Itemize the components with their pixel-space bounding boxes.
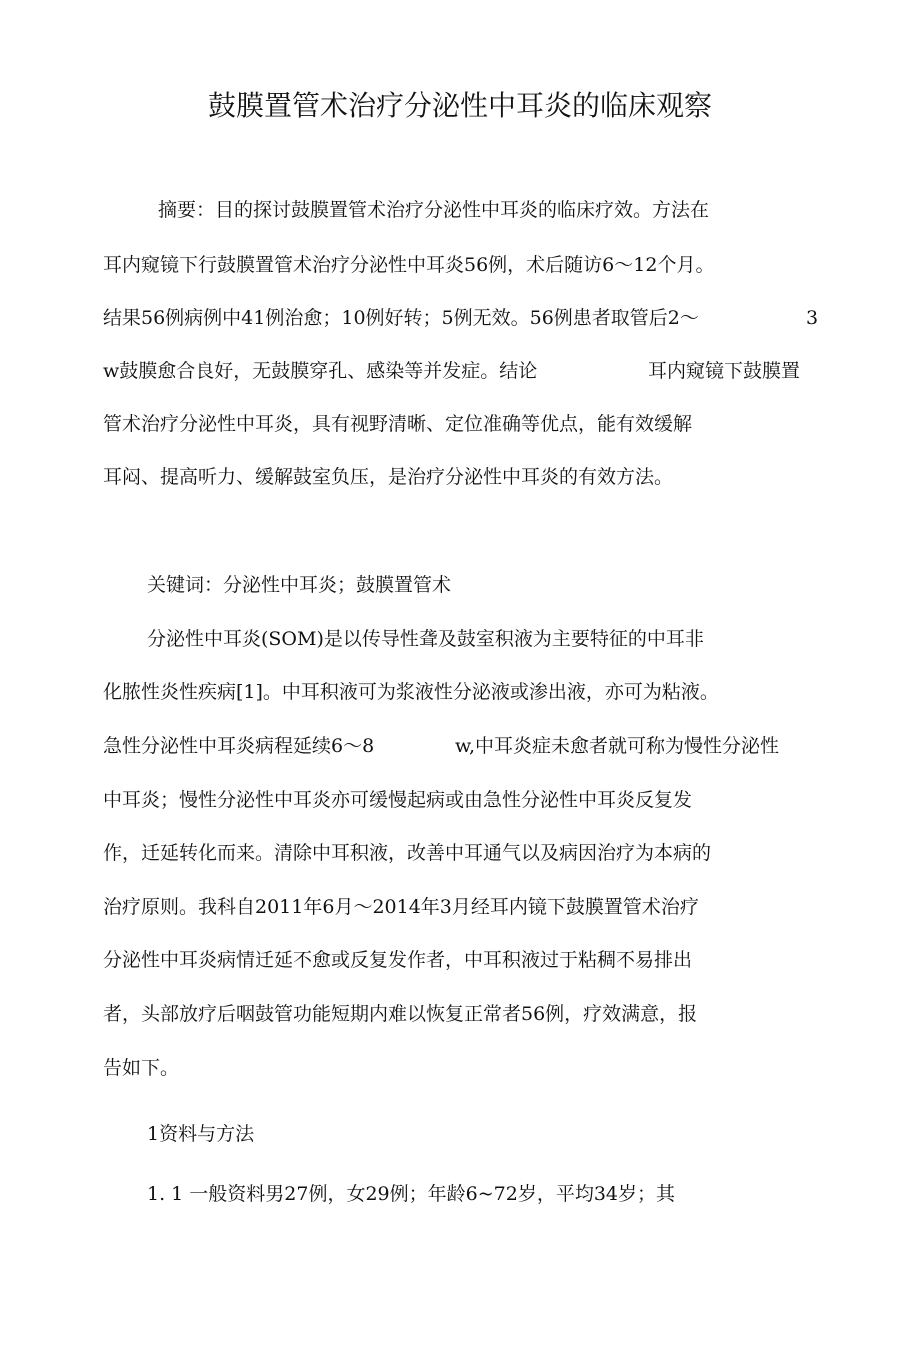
document-title: 鼓膜置管术治疗分泌性中耳炎的临床观察 [207, 89, 712, 122]
body-line-6: 治疗原则。我科自2011年6月～2014年3月经耳内镜下鼓膜置管术治疗 [103, 896, 699, 918]
abstract-line-2: 耳内窥镜下行鼓膜置管术治疗分泌性中耳炎56例，术后随访6～12个月。 [103, 254, 715, 276]
abstract-line-5: 管术治疗分泌性中耳炎，具有视野清晰、定位准确等优点，能有效缓解 [103, 413, 693, 435]
section-heading: 1资料与方法 [147, 1123, 255, 1145]
body-line-2: 化脓性炎性疾病[1]。中耳积液可为浆液性分泌液或渗出液，亦可为粘液。 [103, 681, 719, 703]
body-line-8: 者，头部放疗后咽鼓管功能短期内难以恢复正常者56例，疗效满意，报 [103, 1003, 698, 1025]
body-line-1: 分泌性中耳炎(SOM)是以传导性聋及鼓室积液为主要特征的中耳非 [147, 628, 704, 650]
body-line-7: 分泌性中耳炎病情迁延不愈或反复发作者，中耳积液过于粘稠不易排出 [103, 949, 693, 971]
keywords-line: 关键词：分泌性中耳炎；鼓膜置管术 [147, 574, 452, 596]
subsection-line: 1. 1 一般资料男27例，女29例；年龄6~72岁，平均34岁；其 [147, 1183, 676, 1205]
body-line-4: 中耳炎；慢性分泌性中耳炎亦可缓慢起病或由急性分泌性中耳炎反复发 [103, 789, 693, 811]
abstract-line-3: 结果56例病例中41例治愈；10例好转；5例无效。56例患者取管后2～ [103, 307, 699, 329]
body-line-3: 急性分泌性中耳炎病程延续6～8 [103, 735, 375, 757]
abstract-line-4-right: 耳内窥镜下鼓膜置 [648, 360, 801, 382]
body-line-9: 告如下。 [103, 1057, 180, 1079]
body-line-3-right: w,中耳炎症未愈者就可称为慢性分泌性 [455, 735, 780, 757]
body-line-5: 作，迁延转化而来。清除中耳积液，改善中耳通气以及病因治疗为本病的 [103, 842, 712, 864]
abstract-line-4: w鼓膜愈合良好，无鼓膜穿孔、感染等并发症。结论 [103, 360, 538, 382]
abstract-line-1: 摘要：目的探讨鼓膜置管术治疗分泌性中耳炎的临床疗效。方法在 [158, 199, 710, 221]
abstract-line-3-right: 3 [806, 307, 819, 329]
abstract-line-6: 耳闷、提高听力、缓解鼓室负压，是治疗分泌性中耳炎的有效方法。 [103, 466, 674, 488]
